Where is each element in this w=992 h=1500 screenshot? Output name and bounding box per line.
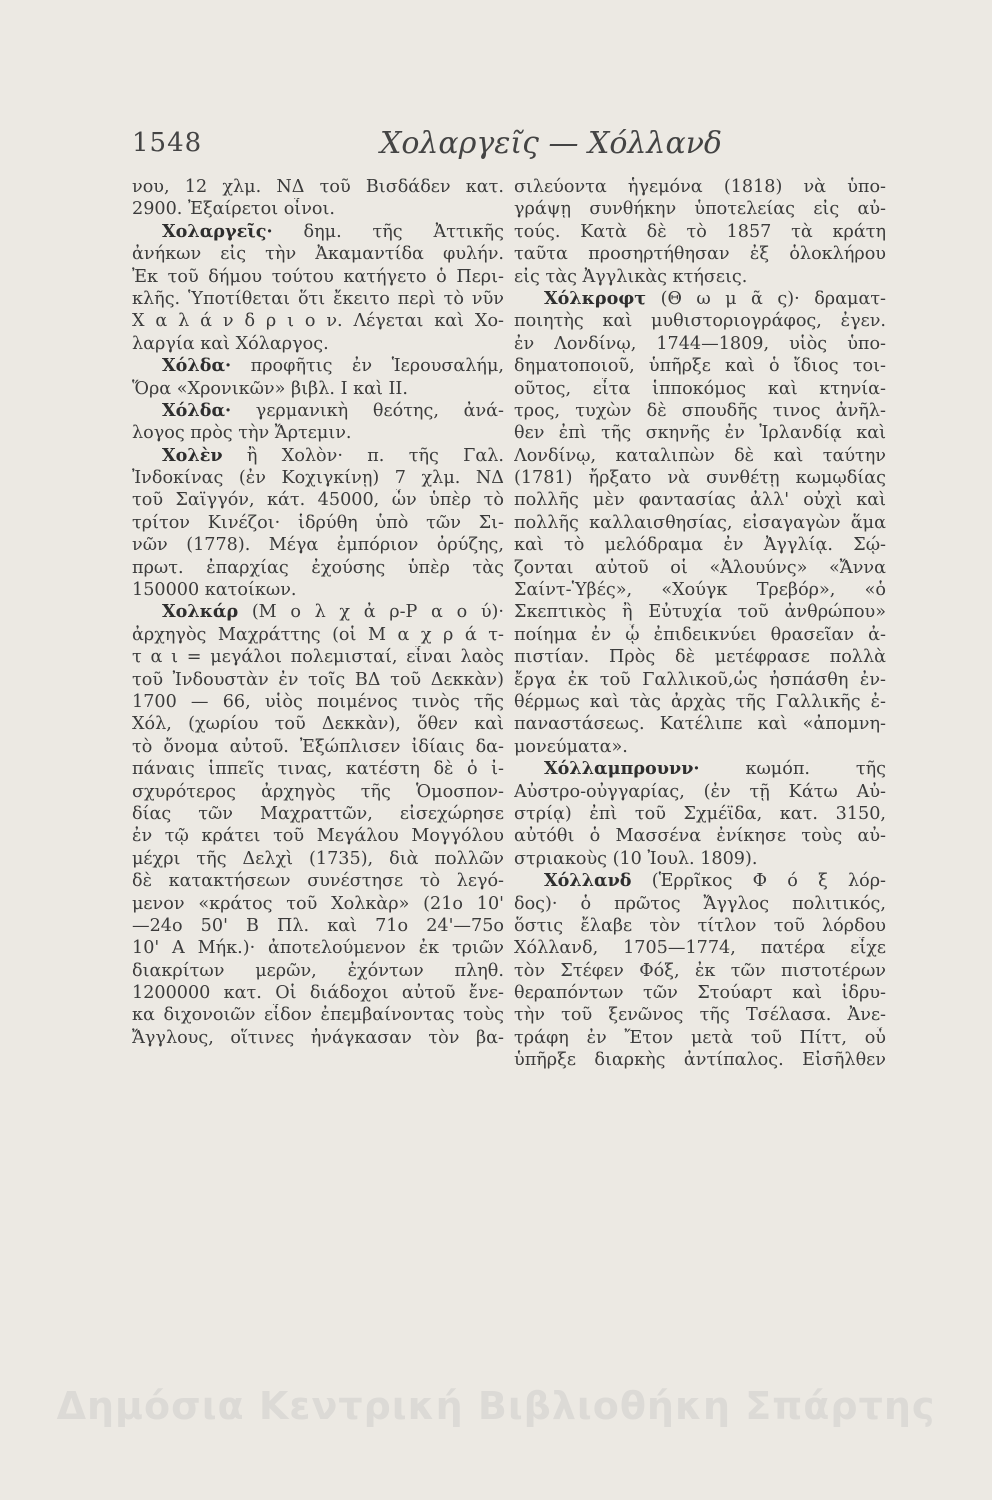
line-text: (Ἑρρῖκος Φ ό ξ λόρ- — [631, 871, 886, 892]
text-line — [514, 400, 886, 422]
text-line — [514, 669, 886, 691]
line-text: 1200000 κατ. Οἱ διάδοχοι αὐτοῦ ἔνε- — [132, 983, 504, 1004]
text-line — [132, 646, 504, 668]
text-line — [132, 310, 504, 332]
line-text: Χόλλανδ, 1705—1774, πατέρα εἶχε — [514, 938, 886, 959]
line-text: δημ. τῆς Ἀττικῆς — [272, 221, 504, 242]
text-line — [514, 713, 886, 735]
line-text: μέχρι τῆς Δελχὶ (1735), διὰ πολλῶν — [132, 848, 504, 869]
line-text: ἔργα ἐκ τοῦ Γαλλικοῦ,ὡς ἠσπάσθη ἐν- — [514, 669, 886, 690]
line-text: ὑπῆρξε διαρκὴς ἀντίπαλος. Εἰσῆλθεν — [514, 1050, 886, 1071]
text-line — [132, 378, 504, 400]
text-line — [132, 960, 504, 982]
line-text: σιλεύοντα ἡγεμόνα (1818) νὰ ὑπο- — [514, 177, 886, 197]
text-line — [132, 915, 504, 937]
line-text: σχυρότερος ἀρχηγὸς τῆς Ὁμοσπον- — [132, 781, 504, 802]
running-head: Χολαργεῖς — Χόλλανδ — [380, 126, 722, 161]
text-line — [514, 848, 886, 870]
line-text: γερμανικὴ θεότης, ἀνά- — [231, 400, 504, 421]
text-line — [132, 422, 504, 444]
text-line — [514, 333, 886, 355]
line-text: εἰς τὰς Ἀγγλικὰς κτήσεις. — [514, 266, 748, 287]
entry-headword-line — [132, 601, 504, 623]
text-line — [514, 624, 886, 646]
text-line — [132, 489, 504, 511]
text-line — [514, 691, 886, 713]
line-text: κωμόπ. τῆς — [699, 759, 886, 780]
line-text: νου, 12 χλμ. ΝΔ τοῦ Βισδάδεν κατ. — [132, 177, 504, 197]
text-line — [132, 982, 504, 1004]
text-line — [514, 557, 886, 579]
left-column — [132, 176, 504, 1049]
entry-headword-line — [514, 870, 886, 892]
line-text: πολλῆς καλλαισθησίας, εἰσαγαγὼν ἅμα — [514, 512, 886, 533]
text-line — [514, 266, 886, 288]
line-text: τοῦ Ἰνδουστὰν ἐν τοῖς ΒΔ τοῦ Δεκκὰν) — [132, 669, 504, 690]
text-line — [132, 557, 504, 579]
library-watermark: Δημόσια Κεντρική Βιβλιοθήκη Σπάρτης — [56, 1384, 936, 1428]
line-text: ποίημα ἐν ᾧ ἐπιδεικνύει θρασεῖαν ἀ- — [514, 624, 886, 645]
entry-headword-line — [514, 288, 886, 310]
text-line — [132, 669, 504, 691]
line-text: (Θ ω μ ᾶ ς)· δραματ- — [646, 288, 886, 309]
text-line — [132, 870, 504, 892]
text-line — [514, 1027, 886, 1049]
text-line — [132, 266, 504, 288]
line-text: δηματοποιοῦ, ὑπῆρξε καὶ ὁ ἴδιος τοι- — [514, 356, 886, 377]
entry-headword: Χολὲν — [162, 444, 223, 466]
text-line — [132, 333, 504, 355]
line-text: —24ο 50' Β Πλ. καὶ 71ο 24'—75ο — [132, 915, 504, 936]
line-text: (1781) ἤρξατο νὰ συνθέτῃ κωμῳδίας — [514, 468, 886, 489]
line-text: τούς. Κατὰ δὲ τὸ 1857 τὰ κράτη — [514, 221, 886, 242]
text-line — [132, 713, 504, 735]
text-line — [514, 646, 886, 668]
text-line — [514, 512, 886, 534]
text-line — [514, 467, 886, 489]
entry-headword-line — [514, 758, 886, 780]
line-text: 1700 — 66, υἱὸς ποιμένος τινὸς τῆς — [132, 691, 504, 712]
text-line — [132, 848, 504, 870]
line-text: νῶν (1778). Μέγα ἐμπόριον ὀρύζης, — [132, 535, 504, 556]
line-text: καὶ τὸ μελόδραμα ἐν Ἀγγλίᾳ. Σῴ- — [514, 535, 886, 556]
line-text: τὸ ὄνομα αὐτοῦ. Ἐξώπλισεν ἰδίαις δα- — [132, 736, 504, 757]
line-text: τρίτον Κινέζοι· ἱδρύθη ὑπὸ τῶν Σι- — [132, 512, 504, 533]
line-text: θεραπόντων τῶν Στούαρτ καὶ ἱδρυ- — [514, 983, 886, 1004]
line-text: Ἐκ τοῦ δήμου τούτου κατήγετο ὁ Περι- — [132, 266, 504, 287]
text-line — [514, 378, 886, 400]
text-line — [514, 310, 886, 332]
line-text: ἐν Λονδίνῳ, 1744—1809, υἱὸς ὑπο- — [514, 333, 886, 354]
text-line — [132, 825, 504, 847]
text-line — [514, 221, 886, 243]
line-text: Ἰνδοκίνας (ἐν Κοχιγκίνῃ) 7 χλμ. ΝΔ — [132, 468, 504, 489]
text-line — [514, 803, 886, 825]
entry-headword: Χόλλαμπρουνν· — [544, 758, 700, 780]
line-text: δίας τῶν Μαχραττῶν, εἰσεχώρησε — [132, 803, 504, 824]
text-line — [514, 445, 886, 467]
entry-headword-line — [132, 400, 504, 422]
line-text: μονεύματα». — [514, 736, 628, 757]
line-text: γράψῃ συνθήκην ὑποτελείας εἰς αὐ- — [514, 199, 886, 220]
line-text: Σαίντ-Ὑβές», «Χούγκ Τρεβόρ», «ὁ — [514, 580, 886, 601]
line-text: κλῆς. Ὑποτίθεται ὅτι ἔκειτο περὶ τὸ νῦν — [132, 288, 504, 309]
text-line — [132, 624, 504, 646]
line-text: 10' Α Μήκ.)· ἀποτελούμενον ἐκ τριῶν — [132, 938, 504, 959]
text-line — [132, 512, 504, 534]
text-line — [514, 489, 886, 511]
text-line — [132, 803, 504, 825]
text-line — [132, 198, 504, 220]
text-line — [132, 781, 504, 803]
line-text: μενον «κράτος τοῦ Χολκὰρ» (21ο 10' — [132, 893, 504, 914]
text-line — [132, 288, 504, 310]
text-line — [514, 422, 886, 444]
text-line — [514, 355, 886, 377]
text-line — [132, 736, 504, 758]
text-line — [514, 982, 886, 1004]
text-line — [132, 534, 504, 556]
line-text: πιστίαν. Πρὸς δὲ μετέφρασε πολλὰ — [514, 647, 886, 668]
entry-headword: Χόλδα· — [162, 399, 232, 421]
line-text: αὐτόθι ὁ Μασσένα ἐνίκησε τοὺς αὐ- — [514, 826, 886, 847]
line-text: ποιητὴς καὶ μυθιστοριογράφος, ἐγεν. — [514, 311, 886, 332]
line-text: 150000 κατοίκων. — [132, 580, 297, 601]
line-text: θέρμως καὶ τὰς ἀρχὰς τῆς Γαλλικῆς ἐ- — [514, 691, 886, 712]
text-line — [132, 937, 504, 959]
line-text: Ὅρα «Χρονικῶν» βιβλ. Ι καὶ ΙΙ. — [132, 378, 408, 399]
line-text: δὲ κατακτήσεων συνέστησε τὸ λεγό- — [132, 871, 504, 892]
line-text: ἐν τῷ κράτει τοῦ Μεγάλου Μογγόλου — [132, 826, 504, 847]
entry-headword: Χολκάρ — [162, 601, 239, 623]
text-line — [132, 1004, 504, 1026]
line-text: πρωτ. ἐπαρχίας ἐχούσης ὑπὲρ τὰς — [132, 557, 504, 578]
entry-headword: Χόλλανδ — [544, 870, 632, 892]
line-text: Λονδίνῳ, καταλιπὼν δὲ καὶ ταύτην — [514, 445, 886, 466]
text-line — [132, 176, 504, 198]
line-text: προφῆτις ἐν Ἱερουσαλήμ, — [231, 356, 504, 377]
text-line — [514, 601, 886, 623]
text-line — [514, 1049, 886, 1071]
entry-headword-line — [132, 445, 504, 467]
right-column — [514, 176, 886, 1072]
line-text: ταῦτα προσηρτήθησαν ἐξ ὁλοκλήρου — [514, 244, 886, 265]
text-line — [132, 579, 504, 601]
text-line — [132, 758, 504, 780]
line-text: ἢ Χολὸν· π. τῆς Γαλ. — [222, 445, 504, 466]
line-text: κα διχονοιῶν εἶδον ἐπεμβαίνοντας τοὺς — [132, 1005, 504, 1026]
text-line — [132, 1027, 504, 1049]
line-text: Ἄγγλους, οἵτινες ἠνάγκασαν τὸν βα- — [132, 1027, 504, 1048]
line-text: στριακοὺς (10 Ἰουλ. 1809). — [514, 848, 758, 869]
text-line — [514, 1004, 886, 1026]
line-text: ζονται αὐτοῦ οἱ «Ἀλουύνς» «Ἄννα — [514, 557, 886, 578]
line-text: λαργία καὶ Χόλαργος. — [132, 333, 329, 354]
line-text: (Μ ο λ χ ἀ ρ-Ρ α ο ύ)· — [238, 602, 504, 623]
page-number: 1548 — [132, 128, 203, 158]
line-text: παναστάσεως. Κατέλιπε καὶ «ἀπομνη- — [514, 714, 886, 735]
entry-headword: Χολαργεῖς· — [162, 220, 273, 242]
text-line — [514, 176, 886, 198]
line-text: Αὐστρο-οὐγγαρίας, (ἐν τῇ Κάτω Αὐ- — [514, 781, 886, 802]
line-text: λογος πρὸς τὴν Ἄρτεμιν. — [132, 423, 352, 444]
text-line — [514, 198, 886, 220]
text-line — [514, 736, 886, 758]
text-line — [514, 534, 886, 556]
text-line — [132, 243, 504, 265]
text-line — [514, 579, 886, 601]
entry-headword: Χόλδα· — [162, 355, 232, 377]
text-line — [514, 825, 886, 847]
line-text: στρίᾳ) ἐπὶ τοῦ Σχμέϊδα, κατ. 3150, — [514, 803, 886, 824]
line-text: Χόλ, (χωρίου τοῦ Δεκκὰν), ὅθεν καὶ — [132, 714, 504, 735]
entry-headword-line — [132, 355, 504, 377]
line-text: Χ α λ ά ν δ ρ ι ο ν. Λέγεται καὶ Χο- — [132, 311, 504, 332]
line-text: τρος, τυχὼν δὲ σπουδῆς τινος ἀνῆλ- — [514, 400, 886, 421]
line-text: ἀρχηγὸς Μαχράττης (οἱ Μ α χ ρ ά τ- — [132, 624, 504, 645]
line-text: πάναις ἱππεῖς τινας, κατέστη δὲ ὁ ἰ- — [132, 759, 504, 780]
text-line — [514, 781, 886, 803]
line-text: 2900. Ἐξαίρετοι οἶνοι. — [132, 199, 335, 220]
text-line — [514, 960, 886, 982]
line-text: θεν ἐπὶ τῆς σκηνῆς ἐν Ἰρλανδίᾳ καὶ — [514, 423, 886, 444]
line-text: ἀνήκων εἰς τὴν Ἀκαμαντίδα φυλήν. — [132, 244, 504, 265]
line-text: τ α ι = μεγάλοι πολεμισταί, εἶναι λαὸς — [132, 647, 504, 668]
page-header — [132, 122, 872, 166]
entry-headword-line — [132, 221, 504, 243]
text-line — [514, 893, 886, 915]
line-text: οῦτος, εἶτα ἱπποκόμος καὶ κτηνία- — [514, 378, 886, 399]
text-line — [514, 243, 886, 265]
text-line — [514, 915, 886, 937]
line-text: πολλῆς μὲν φαντασίας ἀλλ' οὐχὶ καὶ — [514, 490, 886, 511]
line-text: Σκεπτικὸς ἢ Εὐτυχία τοῦ ἀνθρώπου» — [514, 602, 886, 623]
entry-headword: Χόλκροφτ — [544, 287, 647, 309]
line-text: ὅστις ἔλαβε τὸν τίτλον τοῦ λόρδου — [514, 915, 886, 936]
text-line — [132, 893, 504, 915]
line-text: τράφη ἐν Ἔτον μετὰ τοῦ Πίττ, οὗ — [514, 1027, 886, 1048]
text-line — [132, 467, 504, 489]
line-text: τοῦ Σαϊγγόν, κάτ. 45000, ὧν ὑπὲρ τὸ — [132, 490, 504, 511]
line-text: διακρίτων μερῶν, ἐχόντων πληθ. — [132, 960, 504, 981]
text-line — [514, 937, 886, 959]
line-text: τὴν τοῦ ξενῶνος τῆς Τσέλασα. Ἀνε- — [514, 1005, 886, 1026]
text-line — [132, 691, 504, 713]
line-text: δος)· ὁ πρῶτος Ἄγγλος πολιτικός, — [514, 893, 886, 914]
line-text: τὸν Στέφεν Φόξ, ἐκ τῶν πιστοτέρων — [514, 960, 886, 981]
